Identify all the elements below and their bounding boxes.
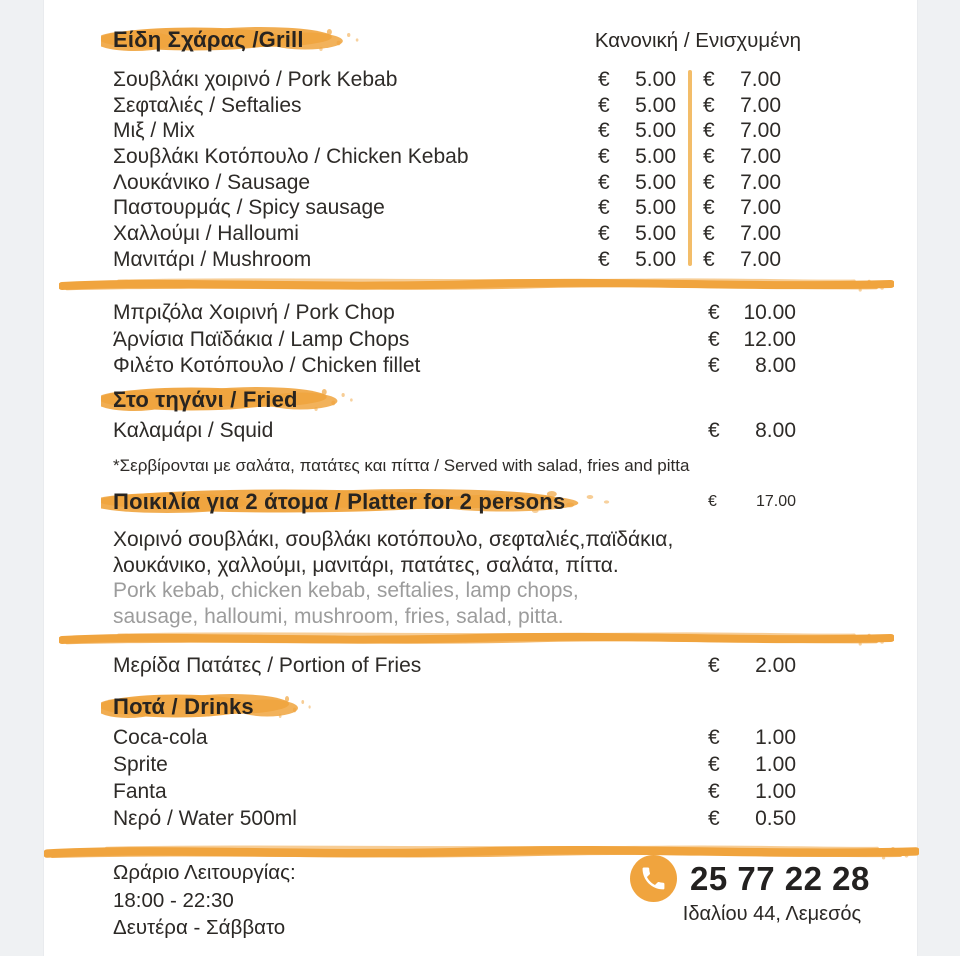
menu-item-row: [113, 300, 796, 327]
menu-page: [43, 0, 918, 956]
currency-symbol: €: [703, 221, 715, 245]
currency-symbol: €: [708, 654, 720, 677]
price-value: 8.00: [755, 354, 796, 378]
menu-item-row: [113, 221, 781, 247]
currency-symbol: €: [703, 119, 715, 143]
currency-symbol: €: [598, 93, 610, 117]
platter-title-wrap: [113, 489, 708, 515]
currency-symbol: €: [708, 752, 720, 776]
section-title-text: Στο τηγάνι / Fried: [113, 387, 298, 412]
price-value: 7.00: [740, 196, 781, 220]
item-name: Μιξ / Mix: [113, 119, 195, 143]
price-enhanced: [703, 145, 781, 169]
currency-symbol: €: [703, 196, 715, 220]
currency-symbol: €: [708, 807, 720, 831]
price-value: 5.00: [635, 170, 676, 194]
item-name: Καλαμάρι / Squid: [113, 419, 274, 442]
section-title-text: Ποτά / Drinks: [113, 694, 254, 719]
price-value: 12.00: [743, 327, 796, 351]
currency-symbol: €: [703, 170, 715, 194]
item-name: Μανιτάρι / Mushroom: [113, 247, 312, 271]
serving-note: *Σερβίρονται με σαλάτα, πατάτες και πίττα / Served with salad, fries and pitta: [113, 456, 690, 475]
price-value: 2.00: [755, 654, 796, 677]
hours-days: Δευτέρα - Σάββατο: [113, 916, 286, 939]
price-value: 7.00: [740, 67, 781, 91]
price-value: 8.00: [755, 419, 796, 442]
price: [708, 654, 796, 678]
currency-symbol: €: [703, 67, 715, 91]
menu-item-row: [113, 353, 796, 380]
brush-divider: [59, 630, 894, 648]
section-title-text: Είδη Σχάρας /Grill: [113, 27, 304, 52]
price-regular: [598, 119, 676, 143]
price: [708, 328, 796, 352]
price-regular: [598, 222, 676, 246]
price-regular: [598, 248, 676, 272]
opening-hours-block: [113, 859, 296, 942]
price: [708, 807, 796, 831]
platter-description-greek-line: λουκάνικο, χαλλούμι, μανιτάρι, πατάτες, σαλάτα, πίττα.: [113, 553, 619, 577]
platter-description-greek-line: Χοιρινό σουβλάκι, σουβλάκι κοτόπουλο, σεφταλιές,παϊδάκια,: [113, 528, 674, 551]
price-enhanced: [703, 119, 781, 143]
menu-item-row: [113, 327, 796, 354]
item-name: Νερό / Water 500ml: [113, 807, 297, 831]
section-title-platter: [113, 489, 565, 515]
menu-item-row: [113, 195, 781, 221]
platter-row: [113, 487, 796, 517]
hours-label: Ωράριο Λειτουργίας:: [113, 861, 296, 884]
drinks-item-list: [113, 724, 796, 833]
menu-item-row: [113, 751, 796, 778]
price-value: 1.00: [755, 779, 796, 803]
menu-item-row: [113, 118, 781, 144]
item-name: Sprite: [113, 752, 168, 776]
item-name: Fanta: [113, 779, 167, 803]
item-name: Άρνίσια Παϊδάκια / Lamp Chops: [113, 327, 410, 351]
currency-symbol: €: [598, 221, 610, 245]
price-enhanced: [703, 68, 781, 92]
currency-symbol: €: [598, 196, 610, 220]
mains-item-list: [113, 300, 796, 380]
currency-symbol: €: [708, 779, 720, 803]
price-value: 5.00: [635, 221, 676, 245]
section-title-drinks: [113, 694, 254, 720]
price-value: 7.00: [740, 144, 781, 168]
menu-item-row: [113, 67, 781, 93]
currency-symbol: €: [598, 67, 610, 91]
currency-symbol: €: [708, 725, 720, 749]
price-value: 5.00: [635, 247, 676, 271]
menu-item-row: [113, 144, 781, 170]
currency-symbol: €: [598, 144, 610, 168]
price-enhanced: [703, 196, 781, 220]
brush-divider-icon: [59, 276, 894, 294]
section-title-text: Ποικιλία για 2 άτομα / Platter for 2 persons: [113, 489, 566, 514]
currency-symbol: €: [708, 301, 720, 325]
price-columns-header: Κανονική / Ενισχυμένη: [594, 29, 801, 52]
price-value: 5.00: [635, 119, 676, 143]
currency-symbol: €: [708, 419, 720, 442]
price-enhanced: [703, 248, 781, 272]
grill-item-list: [113, 67, 781, 273]
price-value: 1.00: [755, 725, 796, 749]
item-name: Φιλέτο Κοτόπουλο / Chicken fillet: [113, 354, 421, 378]
currency-symbol: €: [703, 144, 715, 168]
contact-block: [630, 855, 880, 926]
price-value: 7.00: [740, 221, 781, 245]
menu-item-row: [113, 806, 796, 833]
currency-symbol: €: [708, 493, 717, 510]
item-name: Σεφταλιές / Seftalies: [113, 93, 302, 117]
currency-symbol: €: [708, 327, 720, 351]
phone-handset-icon: [630, 855, 677, 902]
price-value: 5.00: [635, 144, 676, 168]
menu-item-row: [113, 778, 796, 805]
phone-number: 25 77 22 28: [690, 859, 870, 897]
currency-symbol: €: [598, 247, 610, 271]
price-value: 1.00: [755, 752, 796, 776]
menu-item-row: [113, 170, 781, 196]
price: [708, 780, 796, 804]
price-regular: [598, 94, 676, 118]
item-name: Coca-cola: [113, 725, 208, 749]
item-name: Μπριζόλα Χοιρινή / Pork Chop: [113, 301, 395, 325]
brush-divider-icon: [59, 630, 894, 648]
price: [708, 493, 796, 511]
price-value: 7.00: [740, 119, 781, 143]
price: [708, 301, 796, 325]
currency-symbol: €: [703, 247, 715, 271]
price-value: 5.00: [635, 93, 676, 117]
platter-description-english-line: sausage, halloumi, mushroom, fries, salad, pitta.: [113, 604, 564, 628]
platter-description: [113, 527, 673, 629]
currency-symbol: €: [708, 354, 720, 378]
item-name: Μερίδα Πατάτες / Portion of Fries: [113, 654, 422, 677]
menu-item-row: [113, 724, 796, 751]
brush-divider: [59, 276, 894, 294]
currency-symbol: €: [703, 93, 715, 117]
item-name: Σουβλάκι Κοτόπουλο / Chicken Kebab: [113, 144, 469, 168]
price-enhanced: [703, 171, 781, 195]
price-value: 5.00: [635, 196, 676, 220]
price: [708, 419, 796, 443]
section-title-grill: [113, 27, 304, 53]
item-name: Χαλλούμι / Halloumi: [113, 221, 299, 245]
phone-line: [630, 855, 880, 902]
hours-value: 18:00 - 22:30: [113, 888, 234, 912]
price-regular: [598, 68, 676, 92]
menu-item-row: [113, 418, 796, 444]
menu-item-row: [113, 247, 781, 273]
price-value: 7.00: [740, 170, 781, 194]
price-regular: [598, 171, 676, 195]
price: [708, 726, 796, 750]
item-name: Παστουρμάς / Spicy sausage: [113, 196, 385, 220]
price-enhanced: [703, 94, 781, 118]
item-name: Λουκάνικο / Sausage: [113, 170, 311, 194]
currency-symbol: €: [598, 170, 610, 194]
platter-description-english-line: Pork kebab, chicken kebab, seftalies, lamp chops,: [113, 579, 579, 602]
address: Ιδαλίου 44, Λεμεσός: [682, 903, 862, 925]
price-value: 5.00: [635, 67, 676, 91]
price-enhanced: [703, 222, 781, 246]
price: [708, 753, 796, 777]
price-value: 7.00: [740, 247, 781, 271]
price-value: 10.00: [743, 301, 796, 325]
price-regular: [598, 145, 676, 169]
menu-item-row: [113, 93, 781, 119]
item-name: Σουβλάκι χοιρινό / Pork Kebab: [113, 67, 398, 91]
price-value: 0.50: [755, 807, 796, 831]
price-value: 7.00: [740, 93, 781, 117]
section-title-fried: [113, 387, 298, 413]
price: [708, 354, 796, 378]
menu-item-row: [113, 653, 796, 679]
price-value: 17.00: [755, 493, 796, 510]
price-regular: [598, 196, 676, 220]
currency-symbol: €: [598, 119, 610, 143]
